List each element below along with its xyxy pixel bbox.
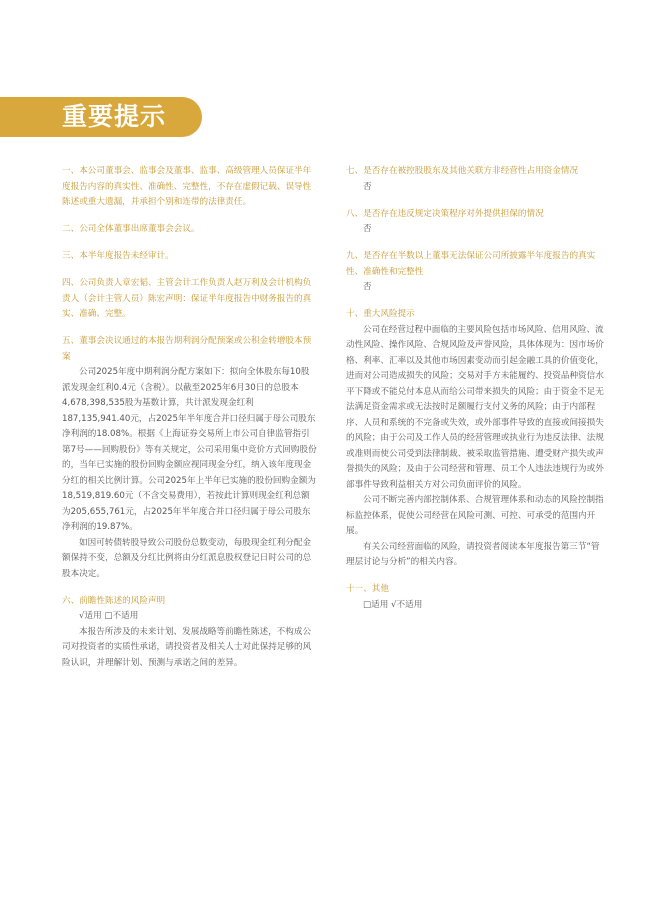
left-column	[62, 164, 317, 683]
section-11-title: 十一、其他	[346, 584, 389, 594]
right-column	[346, 164, 604, 625]
section-10	[346, 307, 604, 571]
section-9-title: 九、是否存在半数以上董事无法保证公司所披露半年度报告的真实性、准确性和完整性	[346, 251, 596, 277]
section-8-answer: 否	[363, 224, 372, 234]
section-9	[346, 249, 604, 296]
section-4-text: 四、公司负责人章宏韬、主管会计工作负责人赵万利及会计机构负责人（会计主管人员）陈宏声明：保证半年度报告中财务报告的真实、准确、完整。	[62, 278, 312, 319]
section-10-title: 十、重大风险提示	[346, 309, 415, 319]
section-11-options: □适用 √不适用	[363, 599, 423, 610]
section-8-title: 八、是否存在违反规定决策程序对外提供担保的情况	[346, 208, 544, 219]
section-10-paragraph-3: 有关公司经营面临的风险，请投资者阅读本年度报告第三节“管理层讨论与分析”的相关内容。	[346, 541, 600, 567]
section-7-title: 七、是否存在被控股股东及其他关联方非经营性占用资金情况	[346, 166, 579, 176]
section-6-title: 六、前瞻性陈述的风险声明	[62, 595, 166, 606]
section-8	[346, 207, 604, 238]
section-10-paragraph-2: 公司不断完善内部控制体系、合规管理体系和动态的风险控制指标监控体系，促使公司经营在风险可测、可控、可承受的范围内开展。	[346, 495, 604, 536]
section-1-text: 一、本公司董事会、监事会及董事、监事、高级管理人员保证半年度报告内容的真实性、准确性、完整性，不存在虚假记载、误导性陈述或重大遗漏，并承担个别和连带的法律责任。	[62, 166, 312, 207]
section-6-paragraph-1: 本报告所涉及的未来计划、发展战略等前瞻性陈述，不构成公司对投资者的实质性承诺，请投资者及相关人士对此保持足够的风险认识，并理解计划、预测与承诺之间的差异。	[62, 626, 312, 668]
section-5	[62, 334, 317, 582]
section-7	[346, 164, 604, 195]
section-7-answer: 否	[363, 181, 372, 192]
section-2-text: 二、公司全体董事出席董事会会议。	[62, 224, 200, 234]
section-5-title: 五、董事会决议通过的本报告期利润分配预案或公积金转增股本预案	[62, 336, 312, 362]
section-5-paragraph-1: 公司2025年度中期利润分配方案如下：拟向全体股东每10股派发现金红利0.4元（含税）。以截至2025年6月30日的总股本4,678,398,535股为基数计算，共计派发现金红利187,135,941.40元，占2025年半年度合并口径归属于母公司股东净利润的18.08%。根据《上海证券交易所上市公司自律监管指引第7号——回购股份》等有关规定，公司采用集中竞价方式回购股份的，当年已实施的股份回购金额应视同现金分红，纳入该年度现金分红的相关比例计算。公司2025年上半年已实施的股份回购金额为18,519,819.60元（不含交易费用），若按此计算则现金红利总额为205,655,761元，占2025年半年度合并口径归属于母公司股东净利润的19.87%。	[62, 367, 317, 532]
section-4	[62, 276, 317, 323]
section-2	[62, 222, 317, 238]
page-title: 重要提示	[62, 102, 167, 131]
section-5-paragraph-2: 如因可转债转股导致公司股份总数变动，每股现金红利分配金额保持不变，总额及分红比例将由分红派息股权登记日时公司的总股本决定。	[62, 537, 312, 579]
section-3-text: 三、本半年度报告未经审计。	[62, 251, 174, 261]
section-9-answer: 否	[363, 282, 372, 292]
section-6-options: √适用 □不适用	[79, 611, 139, 621]
section-6	[62, 594, 317, 672]
section-11	[346, 582, 604, 613]
section-3	[62, 249, 317, 265]
section-1	[62, 164, 317, 211]
section-10-paragraph-1: 公司在经营过程中面临的主要风险包括市场风险、信用风险、流动性风险、操作风险、合规风险及声誉风险，具体体现为：因市场价格、利率、汇率以及其他市场因素变动而引起金融工具的价值变化，进而对公司造成损失的风险；交易对手方未能履约、投资品种资信水平下降或不能兑付本息从而给公司带来损失的风险；由于资金不足无法满足资金需求或无法按时足额履行支付义务的风险；由于内部程序、人员和系统的不完备或失效，或外部事件导致的直接或间接损失的风险；由于公司及工作人员的经营管理或执业行为违反法律、法规或准则而使公司受到法律制裁、被采取监管措施、遭受财产损失或声誉损失的风险；及由于公司经营和管理、员工个人违法违规行为或外部事件导致利益相关方对公司负面评价的风险。	[346, 324, 604, 490]
